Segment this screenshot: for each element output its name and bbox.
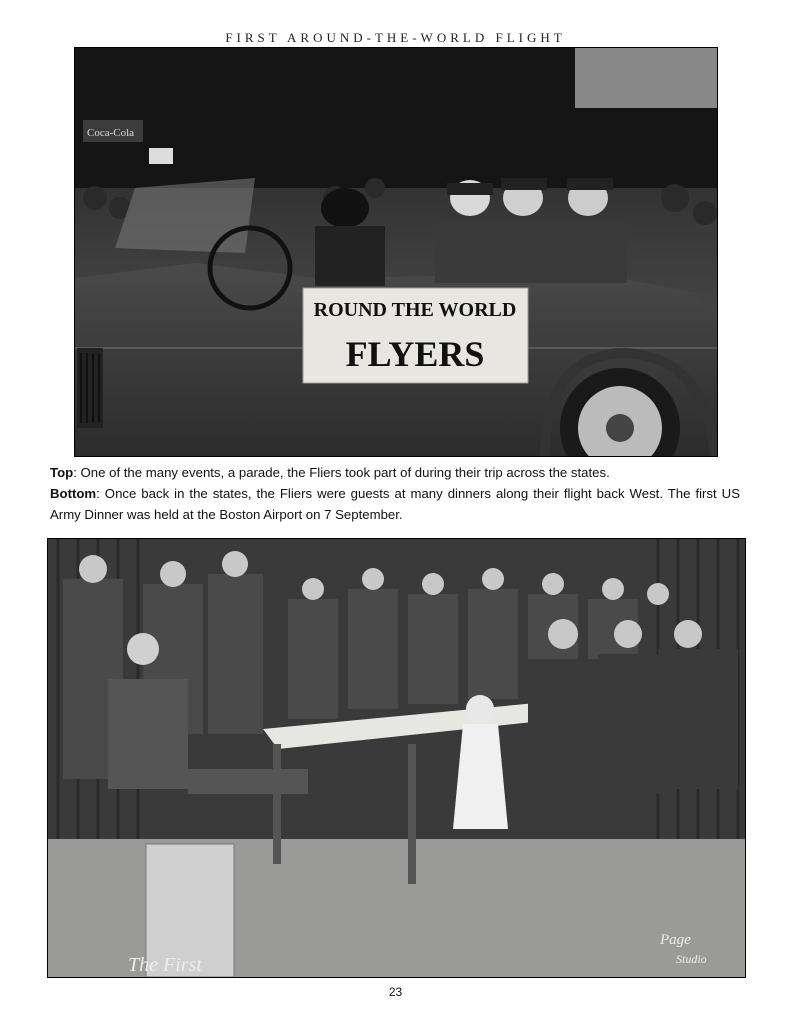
banner-line-1: ROUND THE WORLD (313, 299, 517, 321)
dinner-photo (47, 538, 746, 978)
coca-cola-sign: Coca-Cola (87, 127, 135, 139)
photo-caption (50, 462, 740, 525)
running-head: FIRST AROUND-THE-WORLD FLIGHT (225, 30, 566, 45)
studio-mark-line-2: Studio (676, 952, 707, 966)
caption-bottom-text: : Once back in the states, the Fliers were guests at many dinners along their flight back West. The first US Army Dinner was held at the Boston Airport on 7 September. (50, 486, 740, 522)
caption-bottom-label: Bottom (50, 486, 97, 501)
parade-photo (74, 47, 718, 457)
handwritten-caption: The First (128, 954, 202, 976)
caption-top-label: Top (50, 465, 74, 480)
banner-line-2: FLYERS (345, 334, 485, 374)
page-number: 23 (388, 985, 403, 999)
studio-mark-line-1: Page (660, 932, 691, 948)
caption-top-text: : One of the many events, a parade, the Fliers took part of during their trip across the states. (73, 465, 610, 480)
